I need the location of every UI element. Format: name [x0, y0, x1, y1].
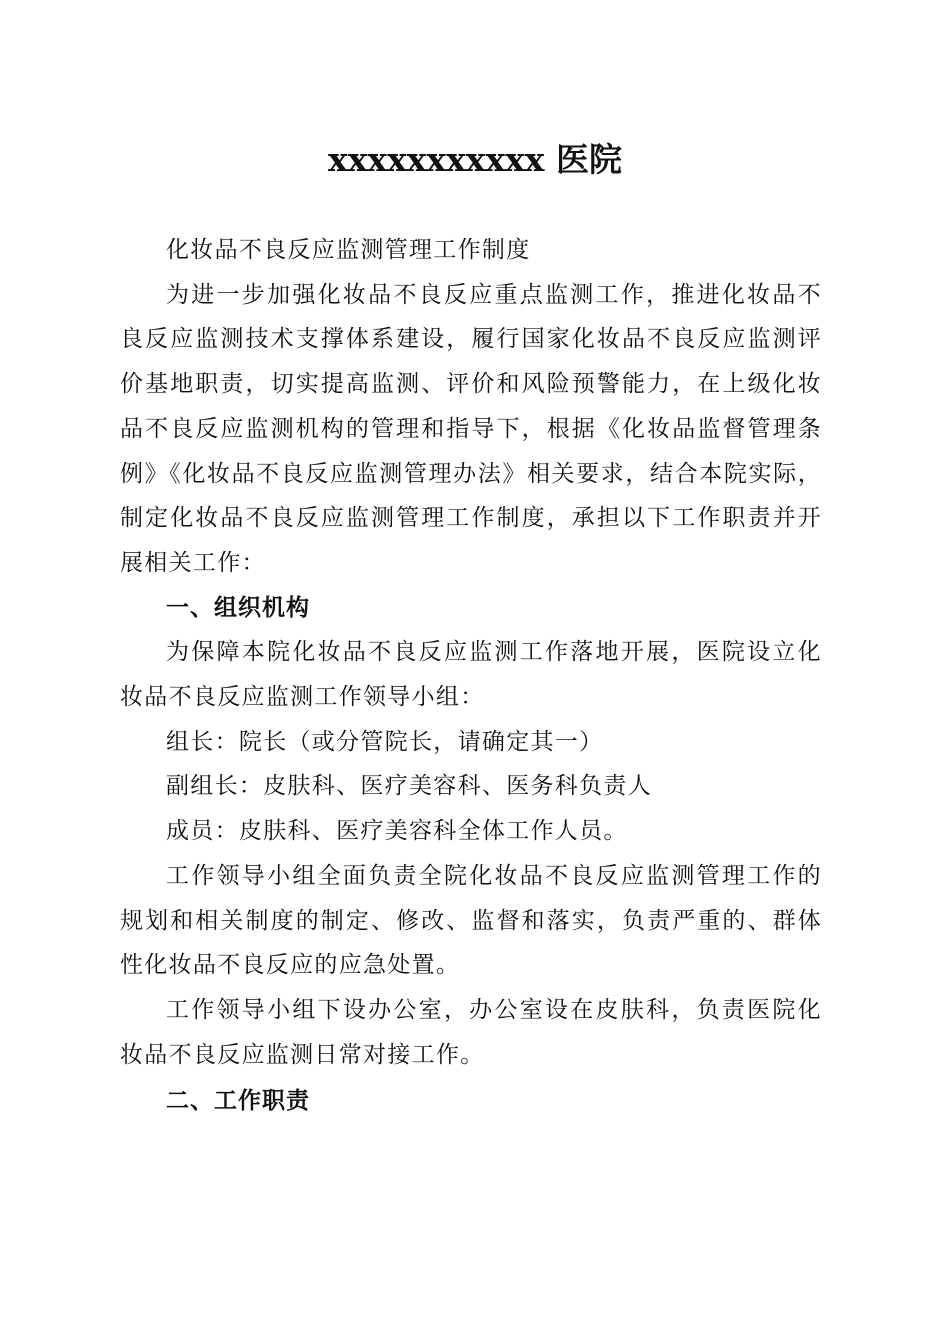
- organization-paragraph: 为保障本院化妆品不良反应监测工作落地开展，医院设立化妆品不良反应监测工作领导小组：: [120, 639, 822, 711]
- intro-paragraph: 为进一步加强化妆品不良反应重点监测工作，推进化妆品不良反应监测技术支撑体系建设，履行国家化妆品不良反应监测评价基地职责，切实提高监测、评价和风险预警能力，在上级化妆品不良反应监测机构的管理和指导下，根据《化妆品监督管理条例》《化妆品不良反应监测管理办法》相关要求，结合本院实际，制定化妆品不良反应监测管理工作制度，承担以下工作职责并开展相关工作：: [120, 281, 822, 576]
- members-line: 成员：皮肤科、医疗美容科全体工作人员。: [166, 818, 628, 845]
- section-heading-organization: 一、组织机构: [166, 594, 310, 621]
- deputy-leader-line: 副组长：皮肤科、医疗美容科、医务科负责人: [166, 773, 652, 800]
- document-subtitle: 化妆品不良反应监测管理工作制度: [166, 237, 531, 263]
- leader-line: 组长：院长（或分管院长，请确定其一）: [166, 728, 604, 755]
- office-paragraph: 工作领导小组下设办公室，办公室设在皮肤科，负责医院化妆品不良反应监测日常对接工作。: [120, 996, 822, 1068]
- leadership-duties-paragraph: 工作领导小组全面负责全院化妆品不良反应监测管理工作的规划和相关制度的制定、修改、监督和落实，负责严重的、群体性化妆品不良反应的应急处置。: [120, 862, 822, 979]
- document-body: [120, 228, 822, 1124]
- section-heading-duties: 二、工作职责: [166, 1088, 310, 1115]
- document-title: xxxxxxxxxxx 医院: [328, 140, 622, 179]
